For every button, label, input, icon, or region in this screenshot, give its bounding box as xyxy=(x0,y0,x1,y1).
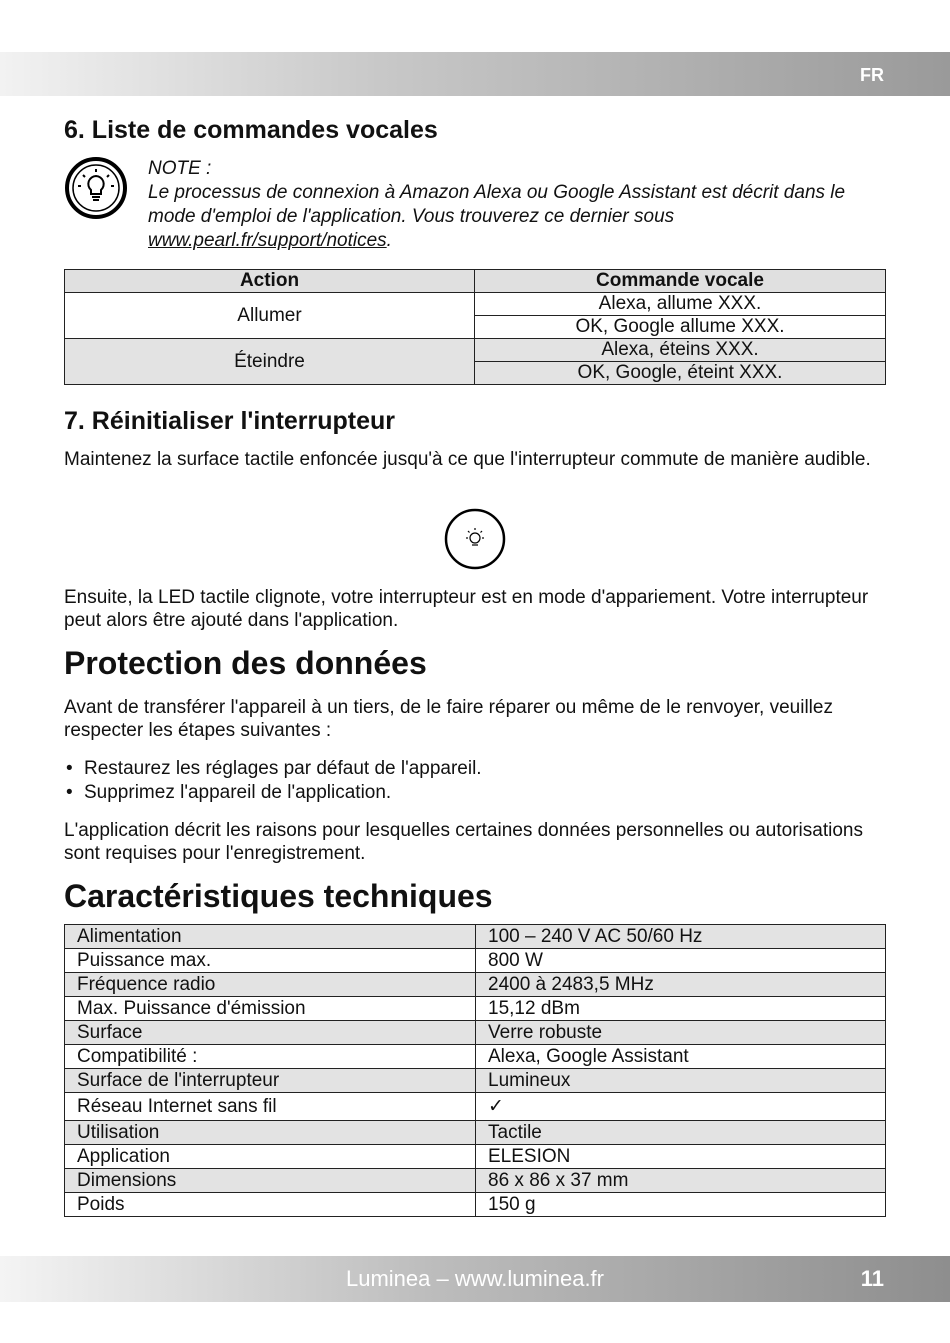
command-cell: Alexa, éteins XXX. xyxy=(475,339,886,362)
checkmark-icon: ✓ xyxy=(476,1093,886,1121)
table-row: Dimensions 86 x 86 x 37 mm xyxy=(65,1169,886,1193)
protection-outro: L'application décrit les raisons pour lesquelles certaines données personnelles ou autorisations sont requises pour l'enregistrement. xyxy=(64,820,863,864)
command-cell: OK, Google, éteint XXX. xyxy=(475,362,886,385)
section7-title: 7. Réinitialiser l'interrupteur xyxy=(64,407,396,435)
table-row: Compatibilité : Alexa, Google Assistant xyxy=(65,1045,886,1069)
touch-led-icon xyxy=(444,508,506,570)
header-voice-command: Commande vocale xyxy=(475,270,886,293)
list-item: • Supprimez l'appareil de l'application. xyxy=(64,781,886,805)
table-row: Max. Puissance d'émission 15,12 dBm xyxy=(65,997,886,1021)
protection-title: Protection des données xyxy=(64,645,427,681)
protection-intro: Avant de transférer l'appareil à un tiers, de le faire réparer ou même de le renvoyer, veuillez respecter les étapes suivantes : xyxy=(64,697,833,741)
footer-bar xyxy=(0,1256,950,1302)
table-row: Surface Verre robuste xyxy=(65,1021,886,1045)
specs-title: Caractéristiques techniques xyxy=(64,878,493,914)
lightbulb-note-icon xyxy=(64,156,128,220)
notices-link[interactable]: www.pearl.fr/support/notices xyxy=(148,230,387,251)
action-cell: Éteindre xyxy=(65,339,475,385)
table-row: Application ELESION xyxy=(65,1145,886,1169)
footer-brand: Luminea – www.luminea.fr xyxy=(345,1266,604,1291)
command-cell: OK, Google allume XXX. xyxy=(475,316,886,339)
note-label: NOTE : xyxy=(148,158,212,179)
protection-steps xyxy=(64,757,886,805)
table-row: Poids 150 g xyxy=(65,1193,886,1217)
section6-title: 6. Liste de commandes vocales xyxy=(64,116,438,144)
header-action: Action xyxy=(65,270,475,293)
table-row: Réseau Internet sans fil ✓ xyxy=(65,1093,886,1121)
command-cell: Alexa, allume XXX. xyxy=(475,293,886,316)
header-bar xyxy=(0,52,950,96)
section7-text2: Ensuite, la LED tactile clignote, votre interrupteur est en mode d'appariement. Votre interrupteur peut alors être ajouté dans l'application. xyxy=(64,587,869,631)
table-row: Fréquence radio 2400 à 2483,5 MHz xyxy=(65,973,886,997)
page-number: 11 xyxy=(860,1266,884,1291)
table-row: Utilisation Tactile xyxy=(65,1121,886,1145)
specs-table xyxy=(64,924,886,1217)
table-row: Alimentation 100 – 240 V AC 50/60 Hz xyxy=(65,925,886,949)
table-row: Puissance max. 800 W xyxy=(65,949,886,973)
voice-command-table xyxy=(64,269,886,385)
action-cell: Allumer xyxy=(65,293,475,339)
language-label: FR xyxy=(860,65,884,85)
section7-text1: Maintenez la surface tactile enfoncée jusqu'à ce que l'interrupteur commute de manière audible. xyxy=(64,449,871,470)
table-row: Surface de l'interrupteur Lumineux xyxy=(65,1069,886,1093)
note-text: Le processus de connexion à Amazon Alexa ou Google Assistant est décrit dans le mode d'emploi de l'application. Vous trouverez ce dernier sous www.pearl.fr/support/notices. xyxy=(148,182,846,251)
note-box xyxy=(148,157,888,253)
list-item: • Restaurez les réglages par défaut de l'appareil. xyxy=(64,757,886,781)
